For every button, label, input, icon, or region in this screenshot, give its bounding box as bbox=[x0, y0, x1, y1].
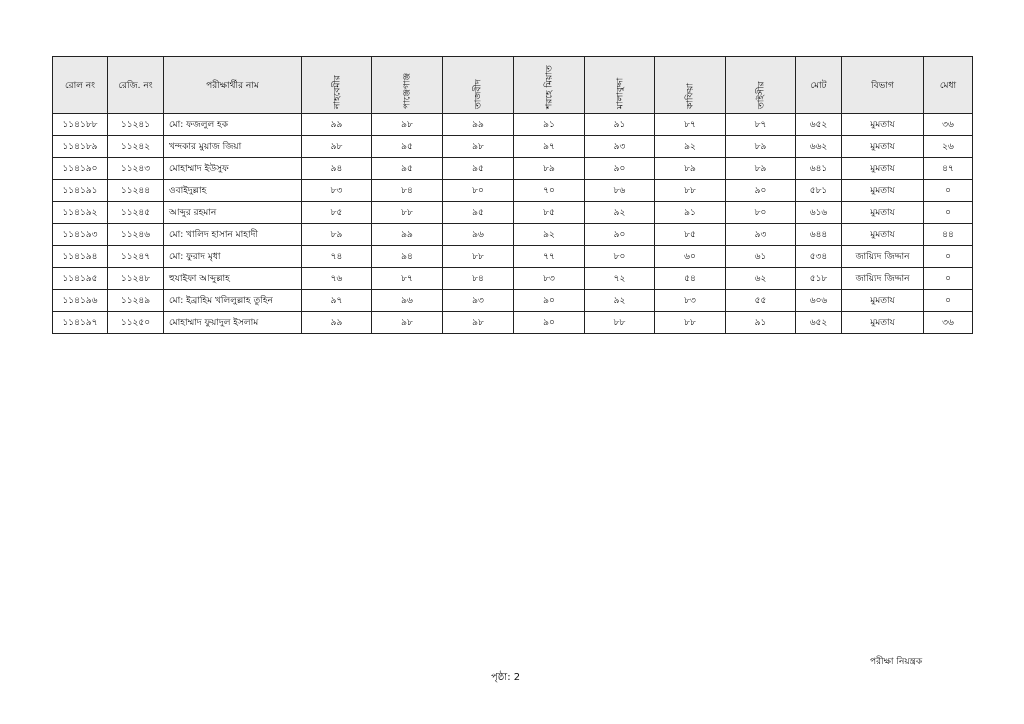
subject-1-mark-cell: ৯৯ bbox=[302, 114, 372, 136]
results-body bbox=[53, 114, 973, 334]
registration-cell: ১১২৪৯ bbox=[108, 290, 164, 312]
header-subject-4-label: শরহে মিয়াত bbox=[544, 65, 555, 109]
header-subject-7-label: তাইসীর bbox=[756, 81, 766, 109]
merit-cell: ৩৬ bbox=[924, 312, 973, 334]
division-cell: মুমতায bbox=[842, 158, 924, 180]
registration-cell: ১১২৪৫ bbox=[108, 202, 164, 224]
table-row bbox=[53, 268, 973, 290]
subject-1-mark-cell: ৭৪ bbox=[302, 246, 372, 268]
table-row bbox=[53, 158, 973, 180]
subject-7-mark-cell: ৯৩ bbox=[726, 224, 796, 246]
subject-7-mark-cell: ৮৭ bbox=[726, 114, 796, 136]
subject-6-mark-cell: ৫৪ bbox=[655, 268, 726, 290]
subject-5-mark-cell: ৯২ bbox=[585, 202, 655, 224]
table-row bbox=[53, 136, 973, 158]
table-row bbox=[53, 224, 973, 246]
subject-4-mark-cell: ৯০ bbox=[514, 290, 585, 312]
table-row bbox=[53, 180, 973, 202]
controller-signature-label: পরীক্ষা নিয়ন্ত্রক bbox=[870, 657, 923, 667]
subject-6-mark-cell: ৮৫ bbox=[655, 224, 726, 246]
subject-2-mark-cell: ৯৯ bbox=[372, 224, 443, 246]
merit-cell: ০ bbox=[924, 268, 973, 290]
subject-6-mark-cell: ৮৯ bbox=[655, 158, 726, 180]
student-name-cell: মোহাম্মাদ ফুয়াদুল ইসলাম bbox=[164, 312, 302, 334]
subject-4-mark-cell: ৮৯ bbox=[514, 158, 585, 180]
header-subject-3 bbox=[443, 57, 514, 114]
registration-cell: ১১২৪২ bbox=[108, 136, 164, 158]
subject-5-mark-cell: ৭২ bbox=[585, 268, 655, 290]
roll-cell: ১১৪১৯২ bbox=[53, 202, 108, 224]
subject-4-mark-cell: ৭০ bbox=[514, 180, 585, 202]
subject-6-mark-cell: ৮৮ bbox=[655, 180, 726, 202]
registration-cell: ১১২৫০ bbox=[108, 312, 164, 334]
division-cell: জায়্যিদ জিদ্দান bbox=[842, 246, 924, 268]
header-total: মোট bbox=[796, 57, 842, 114]
subject-3-mark-cell: ৮০ bbox=[443, 180, 514, 202]
total-cell: ৫৩৪ bbox=[796, 246, 842, 268]
table-row bbox=[53, 246, 973, 268]
student-name-cell: ওবাইদুল্লাহ bbox=[164, 180, 302, 202]
subject-2-mark-cell: ৯৬ bbox=[372, 290, 443, 312]
header-registration: রেজি. নং bbox=[108, 57, 164, 114]
total-cell: ৫৮১ bbox=[796, 180, 842, 202]
subject-5-mark-cell: ৮৬ bbox=[585, 180, 655, 202]
merit-cell: ০ bbox=[924, 246, 973, 268]
subject-6-mark-cell: ৯২ bbox=[655, 136, 726, 158]
header-subject-1-label: নাহবেমীর bbox=[332, 75, 342, 109]
roll-cell: ১১৪১৯০ bbox=[53, 158, 108, 180]
division-cell: মুমতায bbox=[842, 136, 924, 158]
header-row bbox=[53, 57, 973, 114]
student-name-cell: মো: খালিদ হাসান মাহাদী bbox=[164, 224, 302, 246]
header-subject-4 bbox=[514, 57, 585, 114]
table-row bbox=[53, 290, 973, 312]
subject-1-mark-cell: ৯৭ bbox=[302, 290, 372, 312]
subject-7-mark-cell: ৮৯ bbox=[726, 158, 796, 180]
subject-2-mark-cell: ৯৮ bbox=[372, 312, 443, 334]
subject-5-mark-cell: ৯০ bbox=[585, 158, 655, 180]
header-subject-2 bbox=[372, 57, 443, 114]
header-subject-6-label: কাফিয়া bbox=[685, 83, 696, 109]
subject-2-mark-cell: ৮৪ bbox=[372, 180, 443, 202]
subject-5-mark-cell: ৯০ bbox=[585, 224, 655, 246]
registration-cell: ১১২৪৬ bbox=[108, 224, 164, 246]
subject-4-mark-cell: ৭৭ bbox=[514, 246, 585, 268]
header-subject-2-label: পাঞ্জেগাঞ্জ bbox=[402, 72, 413, 109]
subject-7-mark-cell: ৬২ bbox=[726, 268, 796, 290]
subject-2-mark-cell: ৮৭ bbox=[372, 268, 443, 290]
merit-cell: ০ bbox=[924, 290, 973, 312]
total-cell: ৬৫২ bbox=[796, 114, 842, 136]
student-name-cell: মো: ফুরাদ মৃধা bbox=[164, 246, 302, 268]
roll-cell: ১১৪১৯৩ bbox=[53, 224, 108, 246]
roll-cell: ১১৪১৮৮ bbox=[53, 114, 108, 136]
student-name-cell: খন্দকার মুয়াজ জিয়া bbox=[164, 136, 302, 158]
division-cell: মুমতায bbox=[842, 290, 924, 312]
header-subject-3-label: তাজবীদ bbox=[473, 79, 484, 109]
subject-3-mark-cell: ৯৫ bbox=[443, 202, 514, 224]
header-subject-7 bbox=[726, 57, 796, 114]
subject-7-mark-cell: ৮০ bbox=[726, 202, 796, 224]
merit-cell: ৪৭ bbox=[924, 158, 973, 180]
total-cell: ৫১৮ bbox=[796, 268, 842, 290]
subject-3-mark-cell: ৯৫ bbox=[443, 158, 514, 180]
header-subject-5-label: মালাবুদ্দা bbox=[615, 77, 625, 109]
subject-1-mark-cell: ৭৬ bbox=[302, 268, 372, 290]
subject-6-mark-cell: ৬০ bbox=[655, 246, 726, 268]
subject-6-mark-cell: ৮৩ bbox=[655, 290, 726, 312]
subject-3-mark-cell: ৯৬ bbox=[443, 224, 514, 246]
division-cell: মুমতায bbox=[842, 180, 924, 202]
roll-cell: ১১৪১৯৬ bbox=[53, 290, 108, 312]
subject-5-mark-cell: ৯২ bbox=[585, 290, 655, 312]
registration-cell: ১১২৪১ bbox=[108, 114, 164, 136]
table-row bbox=[53, 202, 973, 224]
subject-2-mark-cell: ৯৫ bbox=[372, 136, 443, 158]
subject-4-mark-cell: ৮৫ bbox=[514, 202, 585, 224]
total-cell: ৬০৬ bbox=[796, 290, 842, 312]
student-name-cell: মো: ইব্রাহিম খলিলুল্লাহ তুহিন bbox=[164, 290, 302, 312]
subject-5-mark-cell: ৮০ bbox=[585, 246, 655, 268]
roll-cell: ১১৪১৯১ bbox=[53, 180, 108, 202]
total-cell: ৬৬২ bbox=[796, 136, 842, 158]
subject-2-mark-cell: ৮৮ bbox=[372, 202, 443, 224]
subject-4-mark-cell: ৯০ bbox=[514, 312, 585, 334]
subject-3-mark-cell: ৮৮ bbox=[443, 246, 514, 268]
subject-7-mark-cell: ৫৫ bbox=[726, 290, 796, 312]
header-division: বিভাগ bbox=[842, 57, 924, 114]
results-table bbox=[52, 56, 973, 334]
student-name-cell: আব্দুর রহমান bbox=[164, 202, 302, 224]
total-cell: ৬৪৪ bbox=[796, 224, 842, 246]
subject-7-mark-cell: ৯০ bbox=[726, 180, 796, 202]
header-merit: মেধা bbox=[924, 57, 973, 114]
subject-3-mark-cell: ৯৩ bbox=[443, 290, 514, 312]
merit-cell: ৩৬ bbox=[924, 114, 973, 136]
header-roll: রোল নং bbox=[53, 57, 108, 114]
student-name-cell: হুযাইফা আব্দুল্লাহ bbox=[164, 268, 302, 290]
subject-7-mark-cell: ৮৯ bbox=[726, 136, 796, 158]
total-cell: ৬১৬ bbox=[796, 202, 842, 224]
header-subject-1 bbox=[302, 57, 372, 114]
registration-cell: ১১২৪৪ bbox=[108, 180, 164, 202]
page-number: পৃষ্ঠা: 2 bbox=[491, 672, 521, 683]
registration-cell: ১১২৪৭ bbox=[108, 246, 164, 268]
registration-cell: ১১২৪৮ bbox=[108, 268, 164, 290]
division-cell: জায়্যিদ জিদ্দান bbox=[842, 268, 924, 290]
header-subject-6 bbox=[655, 57, 726, 114]
subject-3-mark-cell: ৯৮ bbox=[443, 136, 514, 158]
division-cell: মুমতায bbox=[842, 312, 924, 334]
header-subject-5 bbox=[585, 57, 655, 114]
subject-5-mark-cell: ৮৮ bbox=[585, 312, 655, 334]
subject-1-mark-cell: ৯৮ bbox=[302, 136, 372, 158]
subject-3-mark-cell: ৯৮ bbox=[443, 312, 514, 334]
total-cell: ৬৪১ bbox=[796, 158, 842, 180]
roll-cell: ১১৪১৯৭ bbox=[53, 312, 108, 334]
subject-6-mark-cell: ৮৮ bbox=[655, 312, 726, 334]
division-cell: মুমতায bbox=[842, 114, 924, 136]
student-name-cell: মো: ফজলুল হক bbox=[164, 114, 302, 136]
merit-cell: ০ bbox=[924, 180, 973, 202]
subject-2-mark-cell: ৯৫ bbox=[372, 158, 443, 180]
roll-cell: ১১৪১৮৯ bbox=[53, 136, 108, 158]
subject-2-mark-cell: ৯৮ bbox=[372, 114, 443, 136]
subject-4-mark-cell: ৮৩ bbox=[514, 268, 585, 290]
subject-4-mark-cell: ৯৭ bbox=[514, 136, 585, 158]
subject-6-mark-cell: ৯১ bbox=[655, 202, 726, 224]
merit-cell: ৪৪ bbox=[924, 224, 973, 246]
subject-1-mark-cell: ৯৯ bbox=[302, 312, 372, 334]
subject-5-mark-cell: ৯১ bbox=[585, 114, 655, 136]
registration-cell: ১১২৪৩ bbox=[108, 158, 164, 180]
student-name-cell: মোহাম্মাদ ইউসুফ bbox=[164, 158, 302, 180]
subject-1-mark-cell: ৮৩ bbox=[302, 180, 372, 202]
table-row bbox=[53, 114, 973, 136]
merit-cell: ২৬ bbox=[924, 136, 973, 158]
subject-1-mark-cell: ৮৫ bbox=[302, 202, 372, 224]
subject-4-mark-cell: ৯২ bbox=[514, 224, 585, 246]
subject-2-mark-cell: ৯৪ bbox=[372, 246, 443, 268]
merit-cell: ০ bbox=[924, 202, 973, 224]
roll-cell: ১১৪১৯৫ bbox=[53, 268, 108, 290]
table-row bbox=[53, 312, 973, 334]
subject-1-mark-cell: ৯৪ bbox=[302, 158, 372, 180]
subject-7-mark-cell: ৬১ bbox=[726, 246, 796, 268]
subject-5-mark-cell: ৯৩ bbox=[585, 136, 655, 158]
subject-1-mark-cell: ৮৯ bbox=[302, 224, 372, 246]
subject-3-mark-cell: ৮৪ bbox=[443, 268, 514, 290]
subject-4-mark-cell: ৯১ bbox=[514, 114, 585, 136]
subject-3-mark-cell: ৯৯ bbox=[443, 114, 514, 136]
total-cell: ৬৫২ bbox=[796, 312, 842, 334]
header-student-name: পরীক্ষার্থীর নাম bbox=[164, 57, 302, 114]
roll-cell: ১১৪১৯৪ bbox=[53, 246, 108, 268]
division-cell: মুমতায bbox=[842, 202, 924, 224]
division-cell: মুমতায bbox=[842, 224, 924, 246]
subject-6-mark-cell: ৮৭ bbox=[655, 114, 726, 136]
results-sheet bbox=[52, 56, 972, 334]
subject-7-mark-cell: ৯১ bbox=[726, 312, 796, 334]
